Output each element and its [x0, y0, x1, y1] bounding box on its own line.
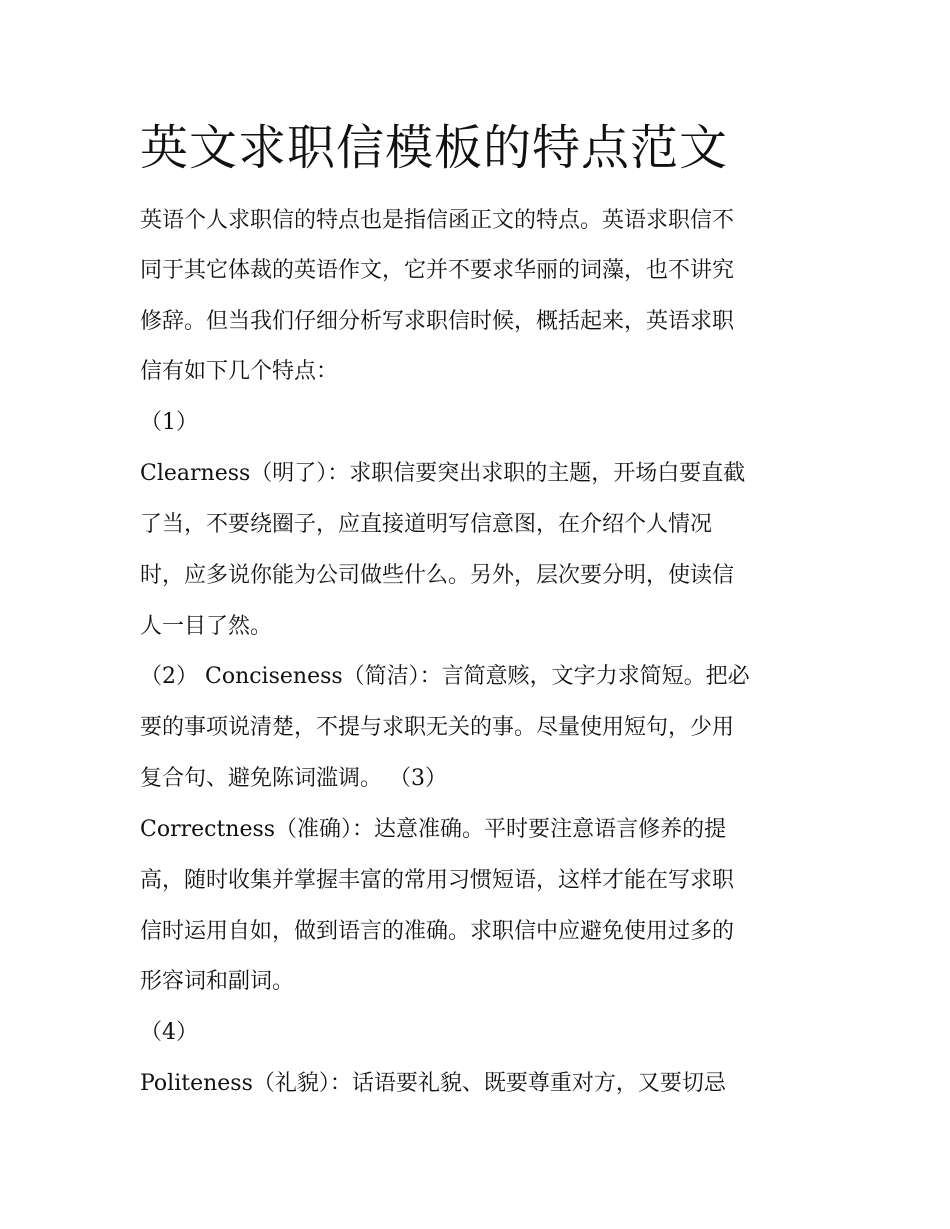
body-line: Correctness（准确）：达意准确。平时要注意语言修养的提 — [140, 817, 727, 842]
list-marker-1: （1） — [140, 410, 198, 435]
body-line: （2） Conciseness（简洁）：言简意赅，文字力求简短。把必 — [140, 664, 750, 689]
body-line: 信时运用自如，做到语言的准确。求职信中应避免使用过多的 — [140, 919, 735, 944]
body-line: 人一目了然。 — [140, 614, 273, 639]
body-line: Politeness（礼貌）：话语要礼貌、既要尊重对方，又要切忌 — [140, 1071, 726, 1096]
body-line: 要的事项说清楚，不提与求职无关的事。尽量使用短句，少用 — [140, 715, 735, 740]
body-line: 复合句、避免陈词滥调。 （3） — [140, 766, 447, 791]
document-title: 英文求职信模板的特点范文 — [140, 120, 729, 176]
list-marker-4: （4） — [140, 1020, 198, 1045]
body-line: 了当，不要绕圈子，应直接道明写信意图，在介绍个人情况 — [140, 512, 713, 537]
body-line: 修辞。但当我们仔细分析写求职信时候，概括起来，英语求职 — [140, 309, 735, 334]
body-line: Clearness（明了）：求职信要突出求职的主题，开场白要直截 — [140, 461, 746, 486]
body-line: 高，随时收集并掌握丰富的常用习惯短语，这样才能在写求职 — [140, 868, 735, 893]
body-line: 英语个人求职信的特点也是指信函正文的特点。英语求职信不 — [140, 208, 735, 233]
body-line: 同于其它体裁的英语作文，它并不要求华丽的词藻，也不讲究 — [140, 258, 735, 283]
body-line: 形容词和副词。 — [140, 969, 295, 994]
body-line: 时，应多说你能为公司做些什么。另外，层次要分明，使读信 — [140, 563, 735, 588]
body-line: 信有如下几个特点： — [140, 359, 339, 384]
